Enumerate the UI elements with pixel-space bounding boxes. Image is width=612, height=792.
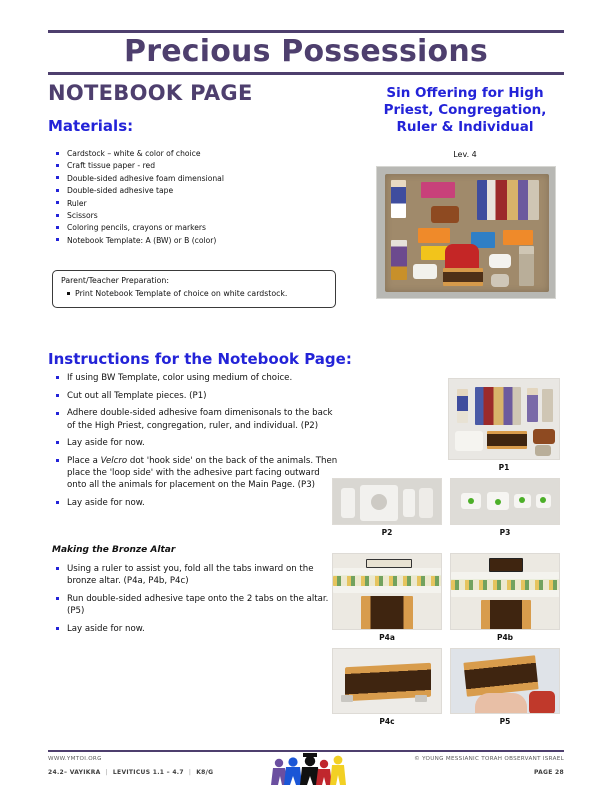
- p5-hand: [475, 693, 527, 714]
- photo-caption-p4a: P4a: [379, 633, 395, 642]
- logo-figure-blue: [284, 757, 302, 785]
- p3-dot-2: [495, 499, 501, 505]
- figure-bronze-altar: [443, 268, 483, 286]
- footer-copyright: © YOUNG MESSIANIC TORAH OBSERVANT ISRAEL: [414, 756, 564, 762]
- list-item: Cardstock – white & color of choice: [56, 148, 356, 160]
- scripture-reference: Lev. 4: [453, 150, 477, 159]
- main-board-photo: [376, 166, 556, 299]
- list-item: Double-sided adhesive tape: [56, 185, 356, 197]
- list-item: Using a ruler to assist you, fold all the tabs inward on the bronze altar. (P4a, P4b, P4c): [56, 563, 336, 587]
- parent-teacher-prep-box: [52, 270, 336, 308]
- prep-list: [61, 289, 327, 298]
- list-item: Ruler: [56, 198, 356, 210]
- p4b-tab: [489, 558, 523, 572]
- figure-congregation: [477, 180, 539, 220]
- footer-lesson-info: [48, 769, 213, 776]
- footer-lesson: 24.2– VAYIKRA: [48, 769, 101, 776]
- notebook-page-heading: NOTEBOOK PAGE: [48, 81, 253, 105]
- figure-sheep: [489, 254, 511, 268]
- photo-caption-p5: P5: [499, 717, 511, 726]
- page-title: Precious Possessions: [124, 34, 488, 69]
- list-item: Adhere double-sided adhesive foam dimenisonals to the back of the High Priest, congregation, ruler, and individual. (P2): [56, 407, 340, 431]
- p4a-altar: [361, 596, 413, 630]
- board-background: [385, 174, 549, 292]
- label-chatat: [418, 228, 450, 243]
- header-rule-bottom: [48, 72, 564, 75]
- label-kohen-hagadol: [421, 182, 455, 198]
- p1-figure-1: [457, 389, 468, 423]
- list-item: Cut out all Template pieces. (P1): [56, 390, 340, 402]
- p1-figure-group: [475, 387, 521, 425]
- list-item: Lay aside for now.: [56, 623, 336, 635]
- p2-piece-hole: [371, 494, 387, 510]
- list-item: Place a Velcro dot 'hook side' on the back of the animals. Then place the 'loop side' with the adhesive part facing outward onto all the animals for placement on the Main Page. (P3): [56, 455, 340, 492]
- prep-title: Parent/Teacher Preparation:: [61, 276, 169, 285]
- label-hanefesh: [503, 230, 533, 245]
- figure-goat-left: [413, 264, 437, 279]
- figure-bull: [431, 206, 459, 223]
- lesson-title-line-2: Priest, Congregation,: [383, 102, 547, 118]
- photo-caption-p4b: P4b: [496, 633, 514, 642]
- lesson-title-line-3: Ruler & Individual: [396, 119, 534, 135]
- list-item: Coloring pencils, crayons or markers: [56, 222, 356, 234]
- footer-separator-2: |: [188, 769, 192, 776]
- photo-p1: [448, 378, 560, 460]
- footer-separator-1: |: [105, 769, 108, 776]
- p4a-tab: [366, 559, 412, 568]
- p1-goats: [455, 431, 483, 451]
- p3-dot-4: [540, 497, 546, 503]
- p2-piece-4: [419, 488, 433, 518]
- list-item: If using BW Template, color using medium of choice.: [56, 372, 340, 384]
- p2-piece-1: [341, 488, 355, 518]
- bronze-altar-list: [56, 563, 336, 641]
- p5-altar: [463, 655, 538, 696]
- p3-dot-1: [468, 498, 474, 504]
- figure-fire: [445, 244, 479, 270]
- photo-caption-p3: P3: [499, 528, 511, 537]
- lesson-title: [366, 85, 564, 136]
- list-item: Lay aside for now.: [56, 437, 340, 449]
- p1-sheep: [535, 445, 551, 456]
- footer-page-number: PAGE 28: [533, 769, 564, 776]
- footer-grade: K8/G: [196, 769, 214, 776]
- p1-bull: [533, 429, 555, 444]
- p2-piece-3: [403, 489, 415, 517]
- photo-caption-p2: P2: [381, 528, 393, 537]
- p4a-ruler-floral: [333, 576, 442, 586]
- photo-p5: [450, 648, 560, 714]
- photo-p4b: [450, 553, 560, 630]
- list-item: Print Notebook Template of choice on white cardstock.: [67, 289, 327, 298]
- photo-caption-p4c: P4c: [379, 717, 395, 726]
- logo-figure-red: [316, 760, 332, 785]
- lesson-title-line-1: Sin Offering for High: [386, 85, 544, 101]
- p3-dot-3: [519, 497, 525, 503]
- bronze-altar-heading: Making the Bronze Altar: [52, 545, 176, 555]
- logo-figure-yellow: [330, 756, 346, 785]
- list-item: Lay aside for now.: [56, 497, 340, 509]
- p4b-altar: [481, 600, 531, 630]
- photo-p2: [332, 478, 442, 525]
- photo-p3: [450, 478, 560, 525]
- list-item: Craft tissue paper - red: [56, 160, 356, 172]
- list-item: Scissors: [56, 210, 356, 222]
- materials-heading: Materials:: [48, 117, 134, 135]
- figure-individual: [519, 246, 534, 286]
- p5-tape-roll: [529, 691, 555, 714]
- p4b-ruler-floral: [451, 580, 560, 590]
- list-item: Run double-sided adhesive tape onto the 2 tabs on the altar. (P5): [56, 593, 336, 617]
- instructions-heading: Instructions for the Notebook Page:: [48, 350, 352, 368]
- materials-list: [56, 148, 356, 247]
- p4c-tab-right: [415, 695, 427, 702]
- footer-website[interactable]: WWW.YMTOI.ORG: [48, 756, 102, 762]
- figure-ruler: [391, 240, 407, 280]
- figure-lamb: [491, 274, 509, 287]
- photo-caption-p1: P1: [498, 463, 510, 472]
- footer-scripture: LEVITICUS 1.1 – 4.7: [112, 769, 184, 776]
- p4c-tab-left: [341, 695, 353, 702]
- photo-p4c: [332, 648, 442, 714]
- p1-figure-3: [542, 389, 553, 422]
- list-item: Double-sided adhesive foam dimensional: [56, 173, 356, 185]
- figure-high-priest: [391, 180, 406, 218]
- velcro-trademark: Velcro: [100, 456, 128, 467]
- photo-p4a: [332, 553, 442, 630]
- list-item: Notebook Template: A (BW) or B (color): [56, 235, 356, 247]
- ymtoi-logo: [267, 752, 351, 788]
- p1-altar: [487, 431, 527, 449]
- instructions-list: [56, 372, 340, 515]
- p1-figure-2: [527, 388, 538, 422]
